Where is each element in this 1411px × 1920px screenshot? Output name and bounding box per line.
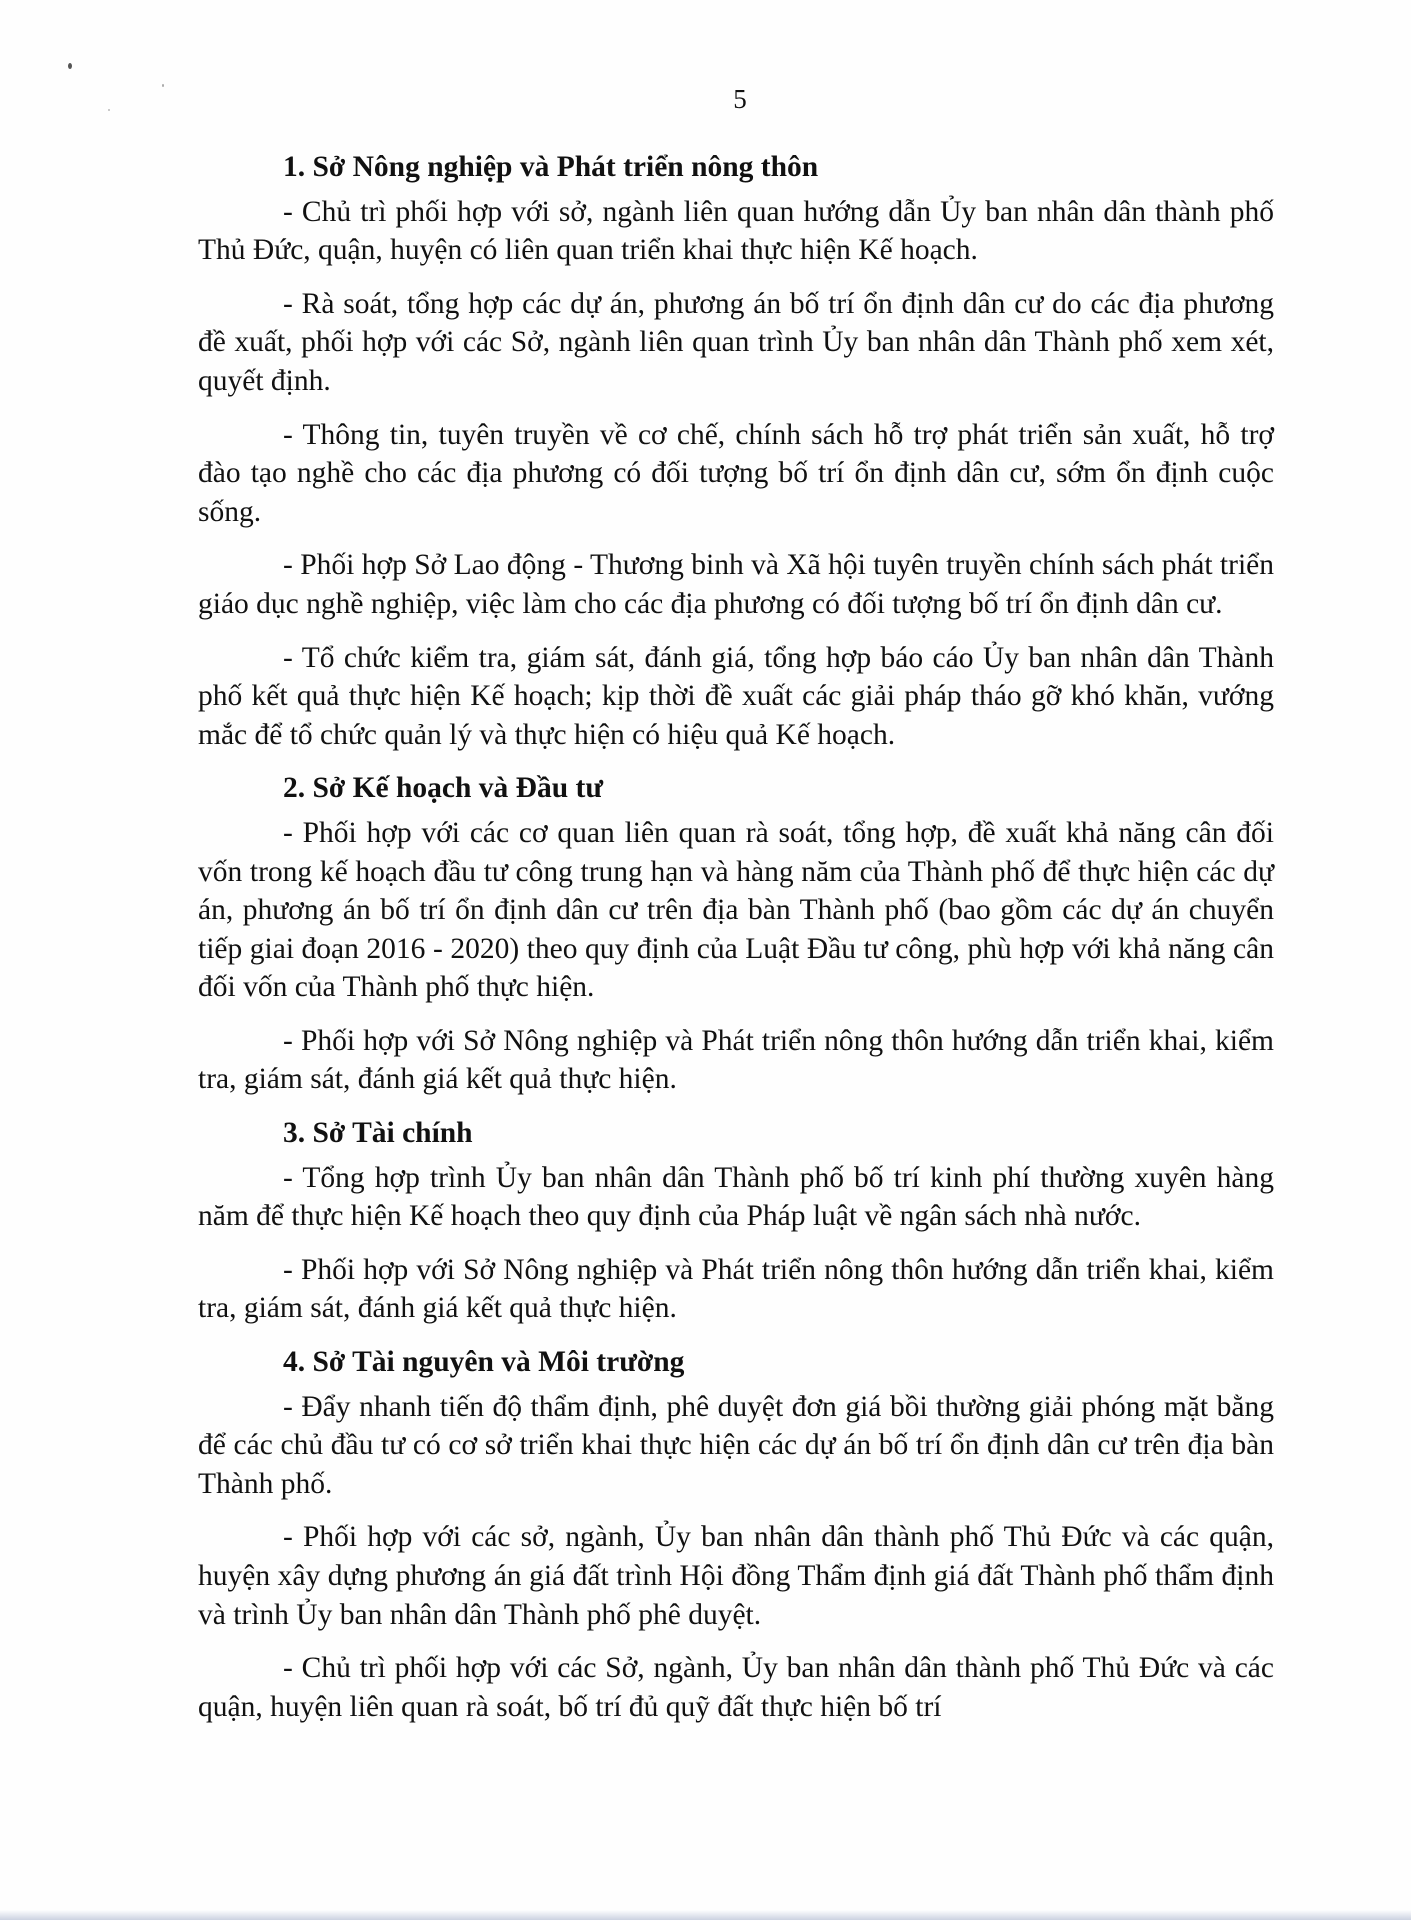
page-number: 5 bbox=[733, 84, 747, 114]
section-paragraph: - Tổ chức kiểm tra, giám sát, đánh giá, tổng hợp báo cáo Ủy ban nhân dân Thành phố kết quả thực hiện Kế hoạch; kịp thời đề xuất các giải pháp tháo gỡ khó khăn, vướng mắc để tổ chức quản lý và thực hiện có hiệu quả Kế hoạch. bbox=[198, 641, 1274, 751]
section-heading: 1. Sở Nông nghiệp và Phát triển nông thôn bbox=[283, 151, 819, 183]
scan-bottom-edge bbox=[0, 1910, 1411, 1920]
section-paragraph: - Phối hợp với các cơ quan liên quan rà soát, tổng hợp, đề xuất khả năng cân đối vốn trong kế hoạch đầu tư công trung hạn và hàng năm của Thành phố để thực hiện các dự án, phương án bố trí ổn định dân cư trên địa bàn Thành phố (bao gồm các dự án chuyển tiếp giai đoạn 2016 - 2020) theo quy định của Luật Đầu tư công, phù hợp với khả năng cân đối vốn của Thành phố thực hiện. bbox=[198, 816, 1274, 1004]
section-1 bbox=[198, 148, 1274, 754]
section-heading: 2. Sở Kế hoạch và Đầu tư bbox=[283, 772, 604, 805]
section-4 bbox=[198, 1343, 1274, 1726]
section-heading: 4. Sở Tài nguyên và Môi trường bbox=[283, 1346, 685, 1379]
section-paragraph: - Thông tin, tuyên truyền về cơ chế, chính sách hỗ trợ phát triển sản xuất, hỗ trợ đào tạo nghề cho các địa phương có đối tượng bố trí ổn định dân cư, sớm ổn định cuộc sống. bbox=[198, 418, 1274, 528]
section-2 bbox=[198, 769, 1274, 1099]
section-3 bbox=[198, 1114, 1274, 1328]
document-body bbox=[198, 148, 1274, 1741]
section-paragraph: - Rà soát, tổng hợp các dự án, phương án bố trí ổn định dân cư do các địa phương đề xuất, phối hợp với các Sở, ngành liên quan trình Ủy ban nhân dân Thành phố xem xét, quyết định. bbox=[198, 287, 1274, 397]
section-paragraph: - Phối hợp Sở Lao động - Thương binh và Xã hội tuyên truyền chính sách phát triển giáo dục nghề nghiệp, việc làm cho các địa phương có đối tượng bố trí ổn định dân cư. bbox=[198, 549, 1274, 620]
section-paragraph: - Chủ trì phối hợp với sở, ngành liên quan hướng dẫn Ủy ban nhân dân thành phố Thủ Đức, quận, huyện có liên quan triển khai thực hiện Kế hoạch. bbox=[198, 195, 1274, 267]
scan-speck bbox=[68, 63, 72, 69]
section-paragraph: - Phối hợp với Sở Nông nghiệp và Phát triển nông thôn hướng dẫn triển khai, kiểm tra, giám sát, đánh giá kết quả thực hiện. bbox=[198, 1253, 1274, 1325]
section-paragraph: - Phối hợp với Sở Nông nghiệp và Phát triển nông thôn hướng dẫn triển khai, kiểm tra, giám sát, đánh giá kết quả thực hiện. bbox=[198, 1024, 1274, 1096]
section-heading: 3. Sở Tài chính bbox=[283, 1117, 473, 1150]
section-paragraph: - Tổng hợp trình Ủy ban nhân dân Thành phố bố trí kinh phí thường xuyên hàng năm để thực hiện Kế hoạch theo quy định của Pháp luật về ngân sách nhà nước. bbox=[198, 1161, 1274, 1233]
section-paragraph: - Đẩy nhanh tiến độ thẩm định, phê duyệt đơn giá bồi thường giải phóng mặt bằng để các chủ đầu tư có cơ sở triển khai thực hiện các dự án bố trí ổn định dân cư trên địa bàn Thành phố. bbox=[198, 1390, 1274, 1500]
section-paragraph: - Chủ trì phối hợp với các Sở, ngành, Ủy ban nhân dân thành phố Thủ Đức và các quận, huyện liên quan rà soát, bố trí đủ quỹ đất thực hiện bố trí bbox=[198, 1652, 1274, 1723]
section-paragraph: - Phối hợp với các sở, ngành, Ủy ban nhân dân thành phố Thủ Đức và các quận, huyện xây dựng phương án giá đất trình Hội đồng Thẩm định giá đất Thành phố thẩm định và trình Ủy ban nhân dân Thành phố phê duyệt. bbox=[198, 1521, 1274, 1631]
